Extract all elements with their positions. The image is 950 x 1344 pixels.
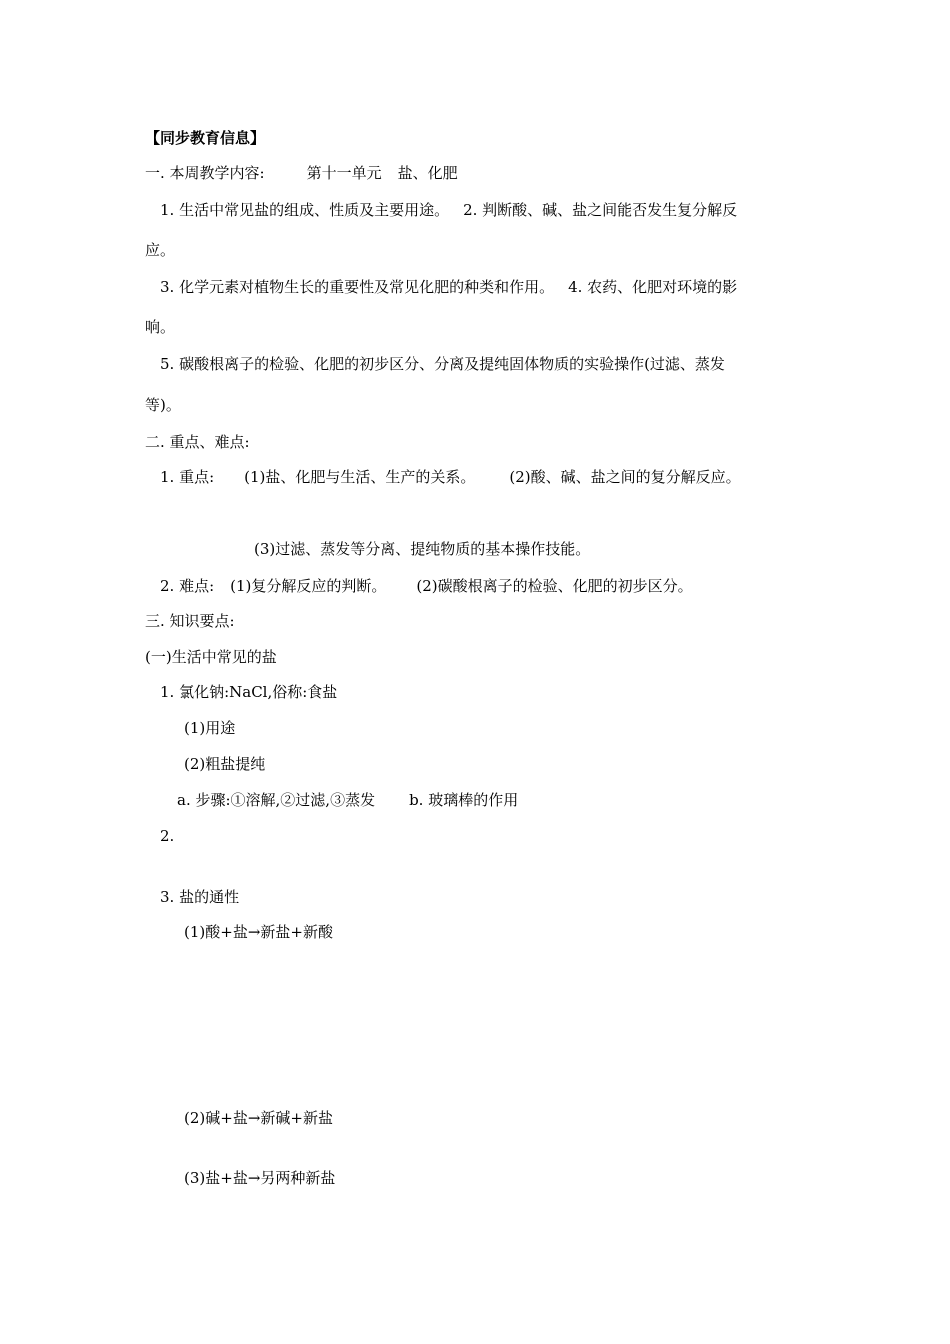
property-acid-salt: (1)酸+盐→新盐+新酸	[184, 923, 333, 941]
objective-3: 3. 化学元素对植物生长的重要性及常见化肥的种类和作用。	[160, 278, 555, 296]
hard-point-2: (2)碳酸根离子的检验、化肥的初步区分。	[416, 577, 693, 595]
section3-label: 三. 知识要点:	[145, 612, 235, 630]
purify-steps-line	[177, 790, 518, 810]
objective-line-1	[160, 200, 737, 220]
objective-5-continued: 等)。	[145, 396, 181, 414]
key-label: 1. 重点:	[160, 468, 215, 486]
unit-title: 第十一单元	[306, 164, 382, 182]
objective-5: 5. 碳酸根离子的检验、化肥的初步区分、分离及提纯固体物质的实验操作(过滤、蒸发	[160, 355, 725, 373]
objective-line-3	[160, 277, 737, 297]
item-sodium-chloride: 1. 氯化钠:NaCl,俗称:食盐	[160, 683, 338, 701]
objective-2: 2. 判断酸、碱、盐之间能否发生复分解反	[463, 201, 738, 219]
key-point-1: (1)盐、化肥与生活、生产的关系。	[244, 468, 476, 486]
key-point-3: (3)过滤、蒸发等分离、提纯物质的基本操作技能。	[254, 540, 591, 558]
item-salt-properties: 3. 盐的通性	[160, 888, 240, 906]
subsection-common-salts: (一)生活中常见的盐	[145, 648, 277, 666]
purify-steps: a. 步骤:①溶解,②过滤,③蒸发	[177, 791, 376, 809]
section1-heading-line	[145, 163, 458, 183]
objective-4: 4. 农药、化肥对环境的影	[568, 278, 738, 296]
glass-rod-role: b. 玻璃棒的作用	[409, 791, 519, 809]
objective-4-continued: 响。	[145, 318, 176, 336]
item-purify: (2)粗盐提纯	[184, 755, 266, 773]
objective-1: 1. 生活中常见盐的组成、性质及主要用途。	[160, 201, 450, 219]
property-base-salt: (2)碱+盐→新碱+新盐	[184, 1109, 333, 1127]
unit-topic: 盐、化肥	[397, 164, 458, 182]
hard-point-1: (1)复分解反应的判断。	[230, 577, 387, 595]
item-use: (1)用途	[184, 719, 236, 737]
key-point-2: (2)酸、碱、盐之间的复分解反应。	[509, 468, 741, 486]
property-salt-salt: (3)盐+盐→另两种新盐	[184, 1169, 336, 1187]
item-2: 2.	[160, 827, 175, 845]
section2-label: 二. 重点、难点:	[145, 433, 250, 451]
key-points-line	[160, 467, 741, 487]
document-heading: 【同步教育信息】	[145, 129, 266, 147]
section1-label: 一. 本周教学内容:	[145, 164, 265, 182]
hard-label: 2. 难点:	[160, 577, 215, 595]
hard-points-line	[160, 576, 693, 596]
objective-2-continued: 应。	[145, 241, 176, 259]
